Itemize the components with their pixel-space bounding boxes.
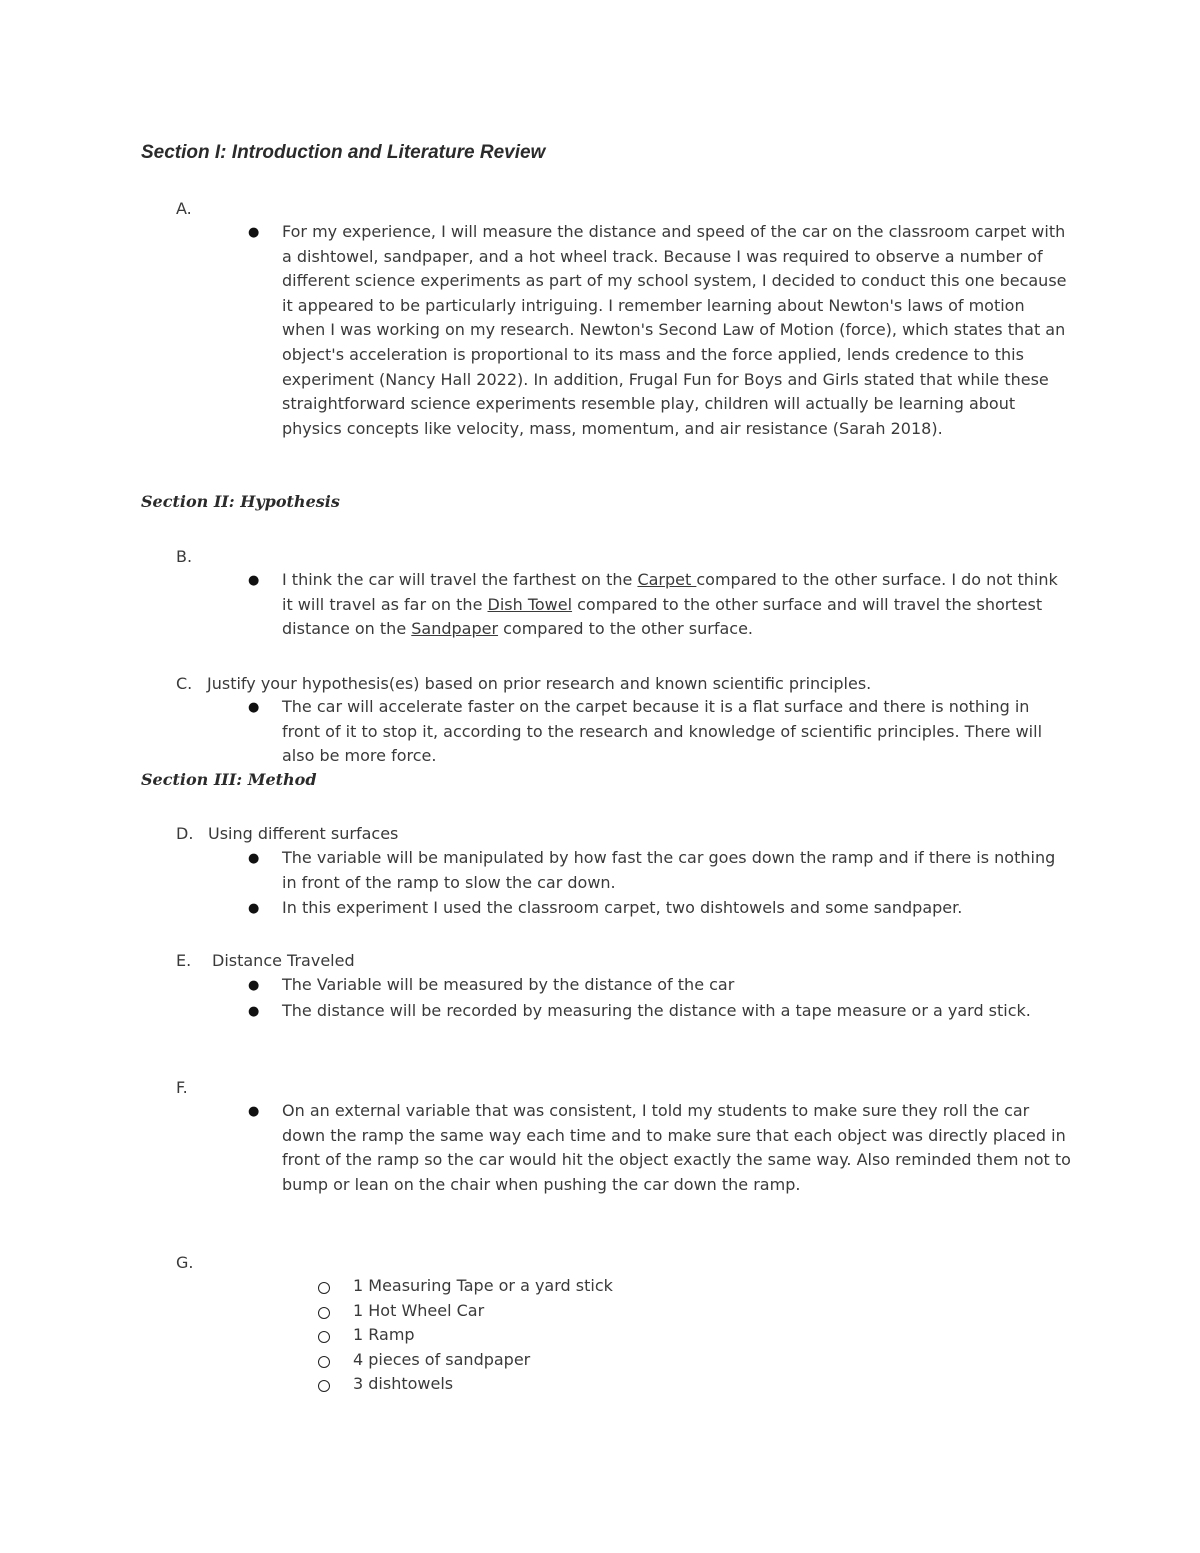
item-letter-c: C. xyxy=(176,674,193,693)
item-letter-d: D. xyxy=(176,824,194,843)
intro-paragraph: For my experience, I will measure the distance and speed of the car on the classroom carpet with a dishtowel, sandpaper, and a hot wheel track. Because I was required to observe a number of different science experiments as part of my school system, I decided to conduct this one because it appeared to be particularly intriguing. I remember learning about Newton's laws of motion when I was working on my research. Newton's Second Law of Motion (force), which states that an object's acceleration is proportional to its mass and the force applied, lends credence to this experiment (Nancy Hall 2022). In addition, Frugal Fun for Boys and Girls stated that while these straightforward science experiments resemble play, children will actually be learning about physics concepts like velocity, mass, momentum, and air resistance (Sarah 2018). xyxy=(282,222,1067,438)
sandpaper-underlined: Sandpaper xyxy=(411,619,499,639)
section-1-heading: Section I: Introduction and Literature Review xyxy=(141,142,546,163)
section-2-heading: Section II: Hypothesis xyxy=(141,492,340,511)
circle-bullet-icon xyxy=(318,1356,330,1368)
item-letter-a: A. xyxy=(176,199,192,218)
justification-paragraph: The car will accelerate faster on the carpet because it is a flat surface and there is nothing in front of it to stop it, according to the research and knowledge of scientific principles. There will also be more force. xyxy=(282,697,1043,766)
item-letter-g: G. xyxy=(176,1253,194,1272)
bullet-e-1: The Variable will be measured by the distance of the car xyxy=(282,975,735,994)
material-item: 1 Ramp xyxy=(353,1325,415,1344)
circle-bullet-icon xyxy=(318,1331,330,1343)
bullet-d-2: In this experiment I used the classroom carpet, two dishtowels and some sandpaper. xyxy=(282,898,963,917)
material-item: 1 Measuring Tape or a yard stick xyxy=(353,1276,613,1295)
bullet-icon: ● xyxy=(248,1004,260,1019)
bullet-icon: ● xyxy=(248,1104,260,1119)
material-item: 3 dishtowels xyxy=(353,1374,454,1393)
bullet-icon: ● xyxy=(248,901,260,916)
item-letter-e: E. xyxy=(176,951,192,970)
bullet-f: On an external variable that was consistent, I told my students to make sure they roll the car down the ramp the same way each time and to make sure that each object was directly placed in front of the ramp so the car would hit the object exactly the same way. Also reminded them not to bump or lean on the chair when pushing the car down the ramp. xyxy=(282,1101,1071,1194)
item-letter-b: B. xyxy=(176,547,193,566)
circle-bullet-icon xyxy=(318,1282,330,1294)
bullet-icon: ● xyxy=(248,851,260,866)
dish-towel-underlined: Dish Towel xyxy=(487,594,573,614)
label-d: Using different surfaces xyxy=(208,824,399,843)
hypothesis-paragraph: I think the car will travel the farthest on the Carpet compared to the other surface. I do not think it will travel as far on the Dish Towel compared to the other surface and will travel the shortest distance on the Sandpaper compared to the other surface. xyxy=(282,570,1058,639)
material-item: 1 Hot Wheel Car xyxy=(353,1301,485,1320)
carpet-underlined: Carpet xyxy=(637,570,697,589)
label-e: Distance Traveled xyxy=(212,951,355,970)
material-item: 4 pieces of sandpaper xyxy=(353,1350,531,1369)
bullet-icon: ● xyxy=(248,978,260,993)
circle-bullet-icon xyxy=(318,1380,330,1392)
bullet-icon: ● xyxy=(248,573,260,588)
section-3-heading: Section III: Method xyxy=(141,770,317,789)
bullet-icon: ● xyxy=(248,700,260,715)
bullet-d-1: The variable will be manipulated by how fast the car goes down the ramp and if there is nothing in front of the ramp to slow the car down. xyxy=(282,848,1056,892)
bullet-icon: ● xyxy=(248,225,260,240)
bullet-e-2: The distance will be recorded by measuring the distance with a tape measure or a yard stick. xyxy=(282,1001,1031,1020)
item-letter-f: F. xyxy=(176,1078,188,1097)
justify-question: Justify your hypothesis(es) based on prior research and known scientific principles. xyxy=(207,674,872,693)
circle-bullet-icon xyxy=(318,1307,330,1319)
